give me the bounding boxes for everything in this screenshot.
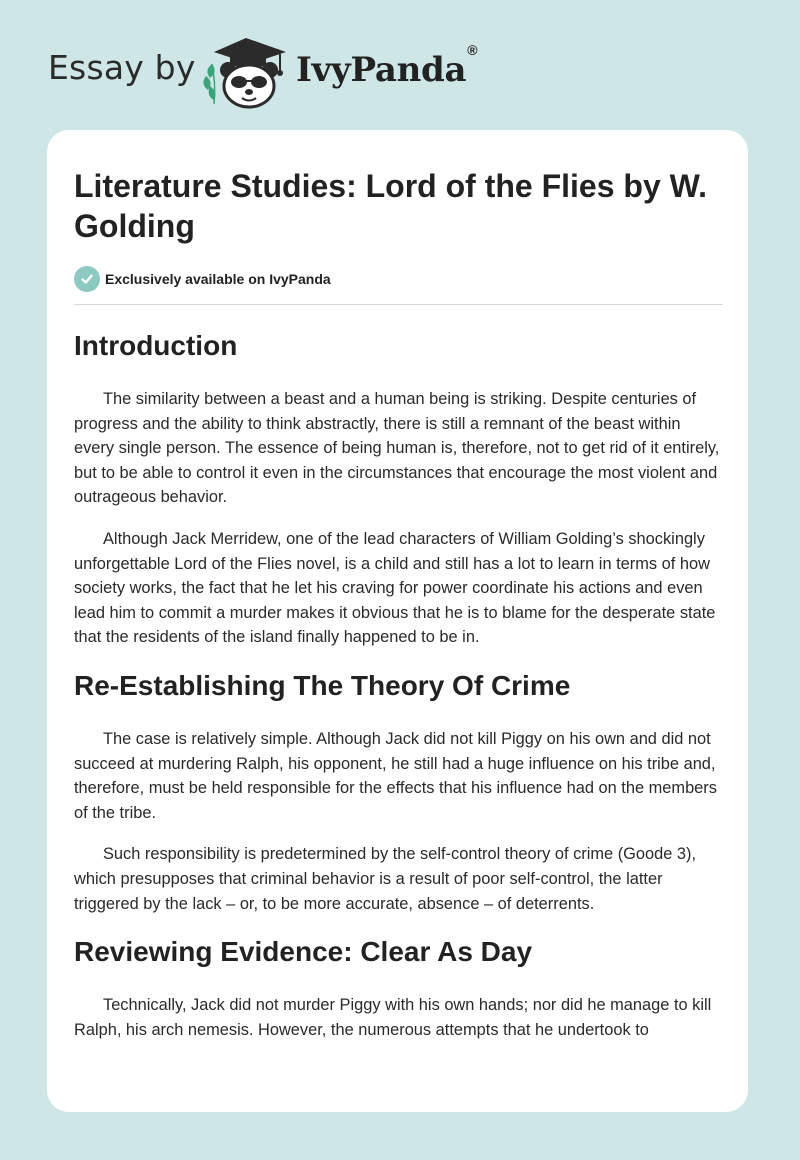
paragraph: The case is relatively simple. Although Jack did not kill Piggy on his own and did not succeed at murdering Ralph, his opponent, he still had a huge influence on his tribe and, therefore, must be held responsible for the effects that his influence had on the members of the tribe. — [74, 729, 717, 822]
paragraph: Such responsibility is predetermined by the self-control theory of crime (Goode 3), which presupposes that criminal behavior is a result of poor self-control, the latter triggered by the lack – or, to be more accurate, absence – of deterrents. — [74, 845, 697, 913]
exclusive-badge — [74, 265, 724, 293]
section-heading: Reviewing Evidence: Clear As Day — [74, 936, 533, 968]
paragraph: The similarity between a beast and a human being is striking. Despite centuries of progress and the ability to think abstractly, there is still a remnant of the beast within every single person. The essence of being human is, therefore, not to get rid of it entirely, but to be able to control it even in the circumstances that encourage the most violent and outrageous behavior. — [74, 390, 720, 507]
registered-mark: ® — [467, 41, 478, 58]
panda-logo-icon[interactable] — [200, 34, 292, 110]
essay-content — [74, 166, 724, 1042]
check-icon — [74, 266, 100, 292]
paragraph: Although Jack Merridew, one of the lead characters of William Golding’s shockingly unforgettable Lord of the Flies novel, is a child and still has a lot to learn in terms of how society works, the fact that he let his craving for power coordinate his actions and even lead him to commit a murder makes it obvious that he is to blame for the desperate state that the residents of the island finally happened to be in. — [74, 529, 716, 647]
essay-title: Literature Studies: Lord of the Flies by W. Golding — [74, 168, 707, 244]
section-heading: Introduction — [74, 330, 238, 361]
paragraph: Technically, Jack did not murder Piggy with his own hands; nor did he manage to kill Ralph, his arch nemesis. However, the numerous attempts that he undertook to — [74, 996, 712, 1039]
brand-name[interactable]: IvyPanda® — [296, 41, 478, 90]
essay-card — [47, 130, 748, 1112]
essay-by-label: Essay by — [48, 48, 196, 87]
exclusive-badge-text: Exclusively available on IvyPanda — [105, 271, 331, 287]
divider — [74, 304, 723, 305]
section-heading: Re-Establishing The Theory Of Crime — [74, 669, 571, 701]
site-header — [0, 0, 800, 120]
